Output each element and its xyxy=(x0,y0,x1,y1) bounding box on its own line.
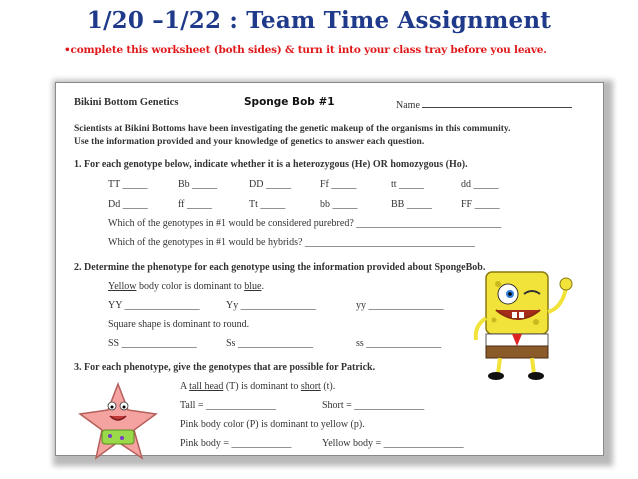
tall-dominance-line xyxy=(180,381,335,393)
yellow-end-text: . xyxy=(261,281,264,292)
tall-head-word: tall head xyxy=(189,381,224,392)
intro-line-1: Scientists at Bikini Bottoms have been investigating the genetic makeup of the organisms in this community. xyxy=(74,124,511,134)
purebred-question: Which of the genotypes in #1 would be considered purebred? _____________________________ xyxy=(108,218,502,229)
worksheet-title: Bikini Bottom Genetics xyxy=(74,97,179,108)
genotype-item: dd _____ xyxy=(461,179,499,190)
short-answer: Short = ______________ xyxy=(322,400,425,411)
phenotype-item: ss _______________ xyxy=(356,338,442,349)
short-word: short xyxy=(300,381,321,392)
yellow-word: Yellow xyxy=(108,281,137,292)
yellow-dominance-line xyxy=(108,281,264,293)
genotype-item: DD _____ xyxy=(249,179,291,190)
question-3: 3. For each phenotype, give the genotypes that are possible for Patrick. xyxy=(74,362,376,373)
name-label: Name xyxy=(396,100,420,111)
tall-answer: Tall = ______________ xyxy=(180,400,277,411)
name-field xyxy=(396,97,572,112)
tall-mid-text: (T) is dominant to xyxy=(223,381,301,392)
slide-title: 1/20 –1/22 : Team Time Assignment xyxy=(86,7,552,34)
spongebob-icon xyxy=(468,262,578,382)
genotype-item: FF _____ xyxy=(461,199,500,210)
genotype-item: TT _____ xyxy=(108,179,148,190)
phenotype-item: yy _______________ xyxy=(356,300,444,311)
genotype-item: Ff _____ xyxy=(320,179,357,190)
tall-prefix: A xyxy=(180,381,190,392)
question-1: 1. For each genotype below, indicate whether it is a heterozygous (He) OR homozygous (Ho). xyxy=(74,159,468,170)
yellow-answer: Yellow body = ________________ xyxy=(322,438,464,449)
intro-line-2: Use the information provided and your knowledge of genetics to answer each question. xyxy=(74,137,425,147)
tall-end-text: (t). xyxy=(320,381,336,392)
phenotype-item: Ss _______________ xyxy=(226,338,313,349)
genotype-item: bb _____ xyxy=(320,199,358,210)
handwritten-label: Sponge Bob #1 xyxy=(244,96,335,108)
genotype-item: Tt _____ xyxy=(249,199,286,210)
patrick-icon xyxy=(78,380,158,460)
phenotype-item: YY _______________ xyxy=(108,300,200,311)
pink-dominance-line: Pink body color (P) is dominant to yellow (p). xyxy=(180,419,365,430)
slide-subtitle: •complete this worksheet (both sides) & turn it into your class tray before you leave. xyxy=(64,44,547,56)
hybrids-question: Which of the genotypes in #1 would be hybrids? __________________________________ xyxy=(108,237,475,248)
phenotype-item: SS _______________ xyxy=(108,338,197,349)
yellow-mid-text: body color is dominant to xyxy=(136,281,245,292)
blue-word: blue xyxy=(244,281,262,292)
question-2: 2. Determine the phenotype for each genotype using the information provided about SpongeBob. xyxy=(74,262,486,273)
genotype-item: Bb _____ xyxy=(178,179,218,190)
genotype-item: ff _____ xyxy=(178,199,212,210)
square-dominance-line: Square shape is dominant to round. xyxy=(108,319,250,330)
name-blank xyxy=(422,97,572,108)
genotype-item: BB _____ xyxy=(391,199,432,210)
genotype-item: Dd _____ xyxy=(108,199,148,210)
genotype-item: tt _____ xyxy=(391,179,425,190)
pink-answer: Pink body = ____________ xyxy=(180,438,292,449)
phenotype-item: Yy _______________ xyxy=(226,300,316,311)
